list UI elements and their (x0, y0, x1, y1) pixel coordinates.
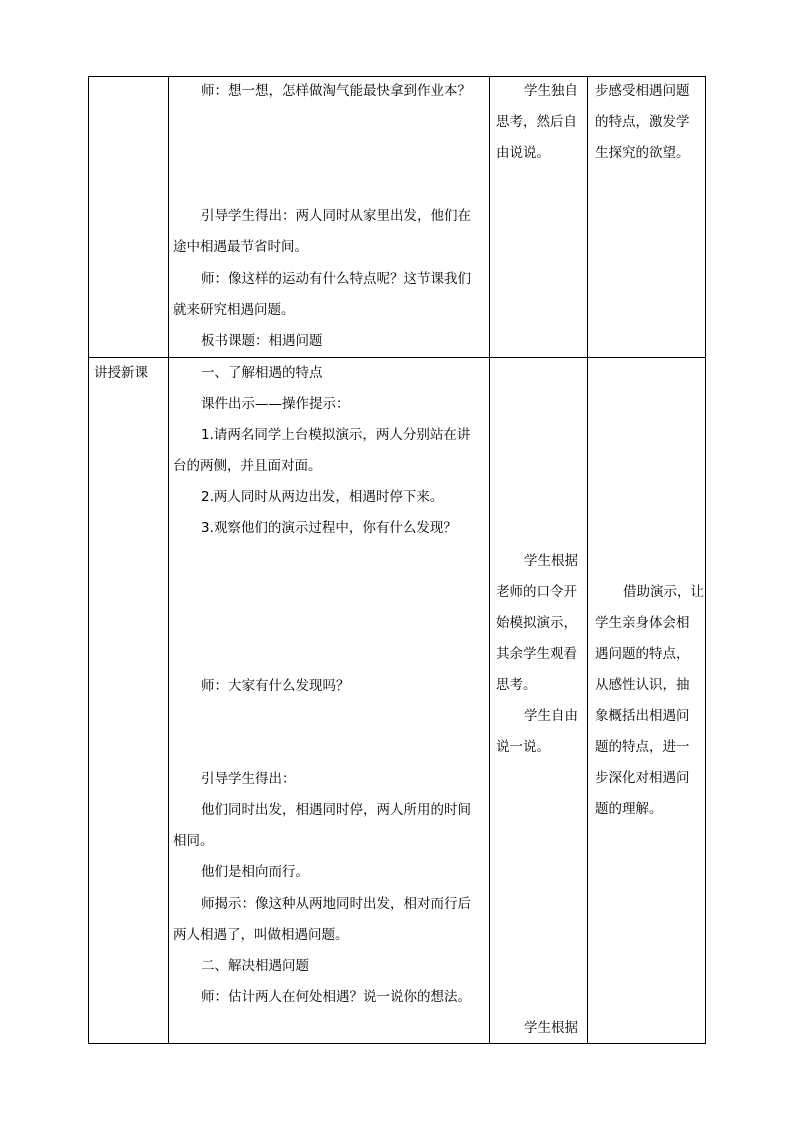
row1-intent-line-2: 的特点，激发学 (595, 114, 690, 130)
row2-content-line-5: 2.两人同时从两边出发，相遇时停下来。 (201, 489, 444, 505)
row2-student-line-5: 思考。 (496, 677, 537, 693)
row2-content-line-10: 相同。 (173, 833, 214, 849)
row2-content-line-7: 师：大家有什么发现吗？ (201, 678, 350, 694)
row2-intent-line-6: 题的特点，进一 (595, 739, 690, 755)
row2-intent-line-4: 从感性认识，抽 (595, 677, 690, 693)
row1-intent-line-1: 步感受相遇问题 (595, 83, 690, 99)
row2-content-line-2: 课件出示——操作提示： (201, 396, 350, 412)
row2-content-line-15: 师：估计两人在何处相遇？说一说你的想法。 (201, 989, 471, 1005)
row1-student-line-2: 思考，然后自 (496, 114, 577, 130)
row2-content-line-12: 师揭示：像这种从两地同时出发，相对而行后 (201, 896, 471, 912)
column-divider-1 (168, 77, 169, 1043)
row2-intent-line-1: 借助演示，让 (623, 584, 704, 600)
row2-content-line-13: 两人相遇了，叫做相遇问题。 (173, 927, 349, 943)
row2-intent-line-7: 步深化对相遇问 (595, 770, 690, 786)
row1-content-line-5: 就来研究相遇问题。 (173, 302, 295, 318)
row2-student-line-1: 学生根据 (524, 553, 578, 569)
row1-content-line-6: 板书课题：相遇问题 (201, 333, 323, 349)
row2-intent-line-5: 象概括出相遇问 (595, 708, 690, 724)
row1-content-line-3: 途中相遇最节省时间。 (173, 239, 308, 255)
row1-intent-line-3: 生探究的欲望。 (595, 145, 690, 161)
row-divider (89, 357, 705, 358)
row2-content-line-11: 他们是相向而行。 (201, 864, 309, 880)
column-divider-2 (489, 77, 490, 1043)
row2-student-line-4: 其余学生观看 (496, 646, 577, 662)
row2-student-line-2: 老师的口令开 (496, 584, 577, 600)
row1-content-line-4: 师：像这样的运动有什么特点呢？这节课我们 (201, 271, 471, 287)
row2-content-line-6: 3.观察他们的演示过程中，你有什么发现？ (201, 520, 457, 536)
row2-content-line-1: 一、了解相遇的特点 (201, 365, 323, 381)
row2-intent-line-8: 题的理解。 (595, 801, 663, 817)
row2-student-line-3: 始模拟演示， (496, 615, 577, 631)
row2-content-line-9: 他们同时出发，相遇同时停，两人所用的时间 (201, 802, 471, 818)
row2-stage-label: 讲授新课 (94, 365, 148, 381)
row2-content-line-8: 引导学生得出： (201, 771, 296, 787)
row2-student-line-6: 学生自由 (524, 708, 578, 724)
row2-intent-line-2: 学生亲身体会相 (595, 615, 690, 631)
row2-content-line-14: 二、解决相遇问题 (201, 958, 309, 974)
row2-content-line-4: 台的两侧，并且面对面。 (173, 458, 322, 474)
row1-content-line-1: 师：想一想，怎样做淘气能最快拿到作业本？ (201, 83, 471, 99)
row1-content-line-2: 引导学生得出：两人同时从家里出发，他们在 (201, 208, 471, 224)
row1-student-line-3: 由说说。 (496, 145, 550, 161)
row2-student-line-7: 说一说。 (496, 739, 550, 755)
row1-student-line-1: 学生独自 (524, 83, 578, 99)
row2-intent-line-3: 遇问题的特点， (595, 646, 690, 662)
row2-content-line-3: 1.请两名同学上台模拟演示，两人分别站在讲 (201, 427, 471, 443)
column-divider-3 (587, 77, 588, 1043)
row2-student-line-8: 学生根据 (524, 1020, 578, 1036)
